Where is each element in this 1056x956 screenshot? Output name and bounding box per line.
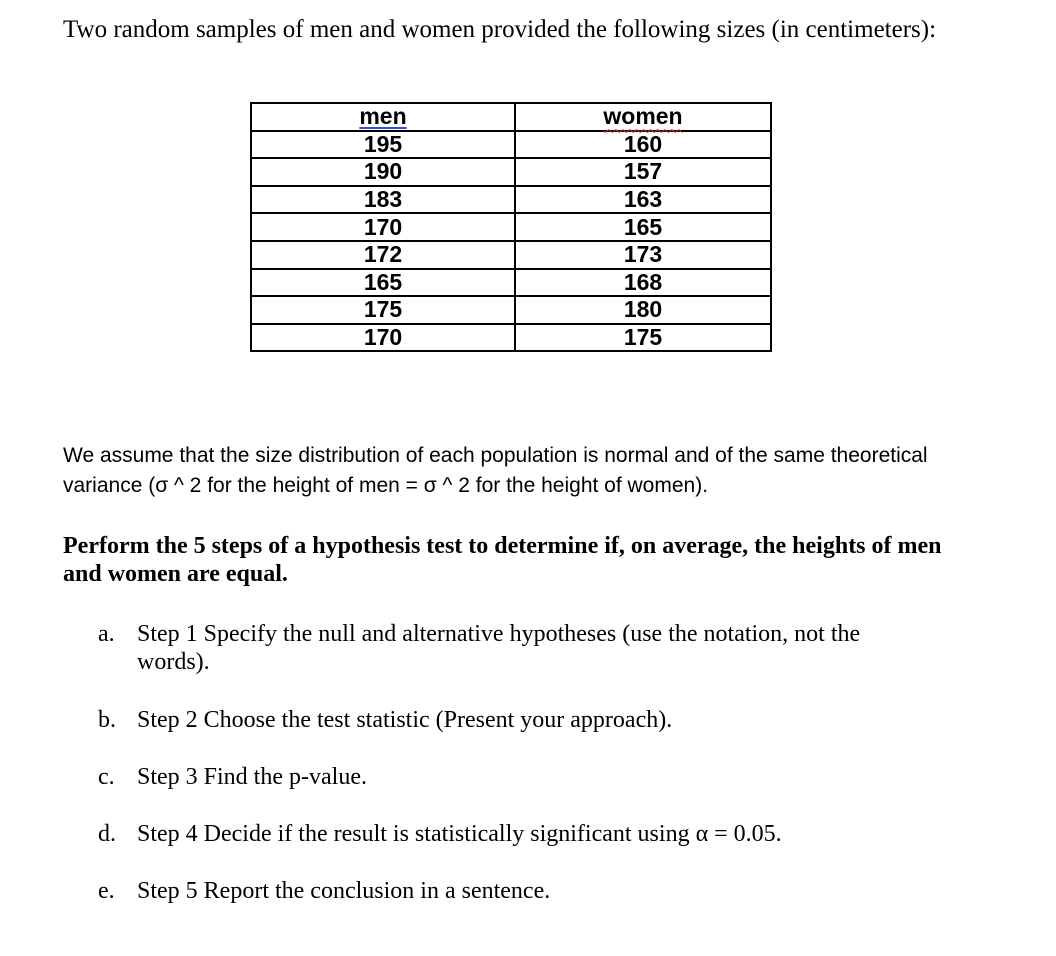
list-item — [98, 706, 898, 734]
intro-text: Two random samples of men and women provided the following sizes (in centimeters): — [63, 16, 937, 43]
list-marker: c. — [98, 764, 115, 790]
list-item — [98, 877, 898, 905]
step-text: Step 1 Specify the null and alternative hypotheses (use the notation, not the words). — [137, 621, 861, 675]
table-row — [251, 296, 771, 324]
men-cell: 175 — [251, 296, 515, 324]
men-column-header: men — [251, 103, 515, 131]
table-row — [251, 213, 771, 241]
table-header-row — [251, 103, 771, 131]
men-cell: 190 — [251, 158, 515, 186]
step-text: Step 5 Report the conclusion in a sentence. — [137, 878, 551, 904]
women-column-header: women — [515, 103, 771, 131]
table-row — [251, 131, 771, 159]
step-text: Step 2 Choose the test statistic (Present your approach). — [137, 707, 673, 733]
table-row — [251, 324, 771, 352]
list-marker: d. — [98, 821, 116, 847]
list-item — [98, 820, 898, 848]
men-cell: 170 — [251, 324, 515, 352]
women-cell: 173 — [515, 241, 771, 269]
assumption-text: We assume that the size distribution of each population is normal and of the same theoretical variance (σ ^ 2 for the height of men = σ ^ 2 for the height of women). — [63, 444, 928, 497]
heights-table — [250, 102, 772, 352]
step-text: Step 3 Find the p-value. — [137, 764, 367, 790]
women-cell: 180 — [515, 296, 771, 324]
men-cell: 195 — [251, 131, 515, 159]
women-cell: 157 — [515, 158, 771, 186]
women-cell: 165 — [515, 213, 771, 241]
table-row — [251, 241, 771, 269]
list-item — [98, 763, 898, 791]
step-text: Step 4 Decide if the result is statistically significant using α = 0.05. — [137, 821, 782, 847]
women-cell: 160 — [515, 131, 771, 159]
men-cell: 172 — [251, 241, 515, 269]
men-cell: 170 — [251, 213, 515, 241]
list-marker: b. — [98, 707, 116, 733]
list-marker: e. — [98, 878, 115, 904]
table-row — [251, 186, 771, 214]
men-cell: 165 — [251, 269, 515, 297]
women-cell: 163 — [515, 186, 771, 214]
list-item — [98, 620, 898, 676]
women-cell: 168 — [515, 269, 771, 297]
task-instruction: Perform the 5 steps of a hypothesis test to determine if, on average, the heights of men and women are equal. — [63, 533, 942, 587]
men-cell: 183 — [251, 186, 515, 214]
table-row — [251, 269, 771, 297]
list-marker: a. — [98, 621, 115, 647]
table-row — [251, 158, 771, 186]
women-cell: 175 — [515, 324, 771, 352]
